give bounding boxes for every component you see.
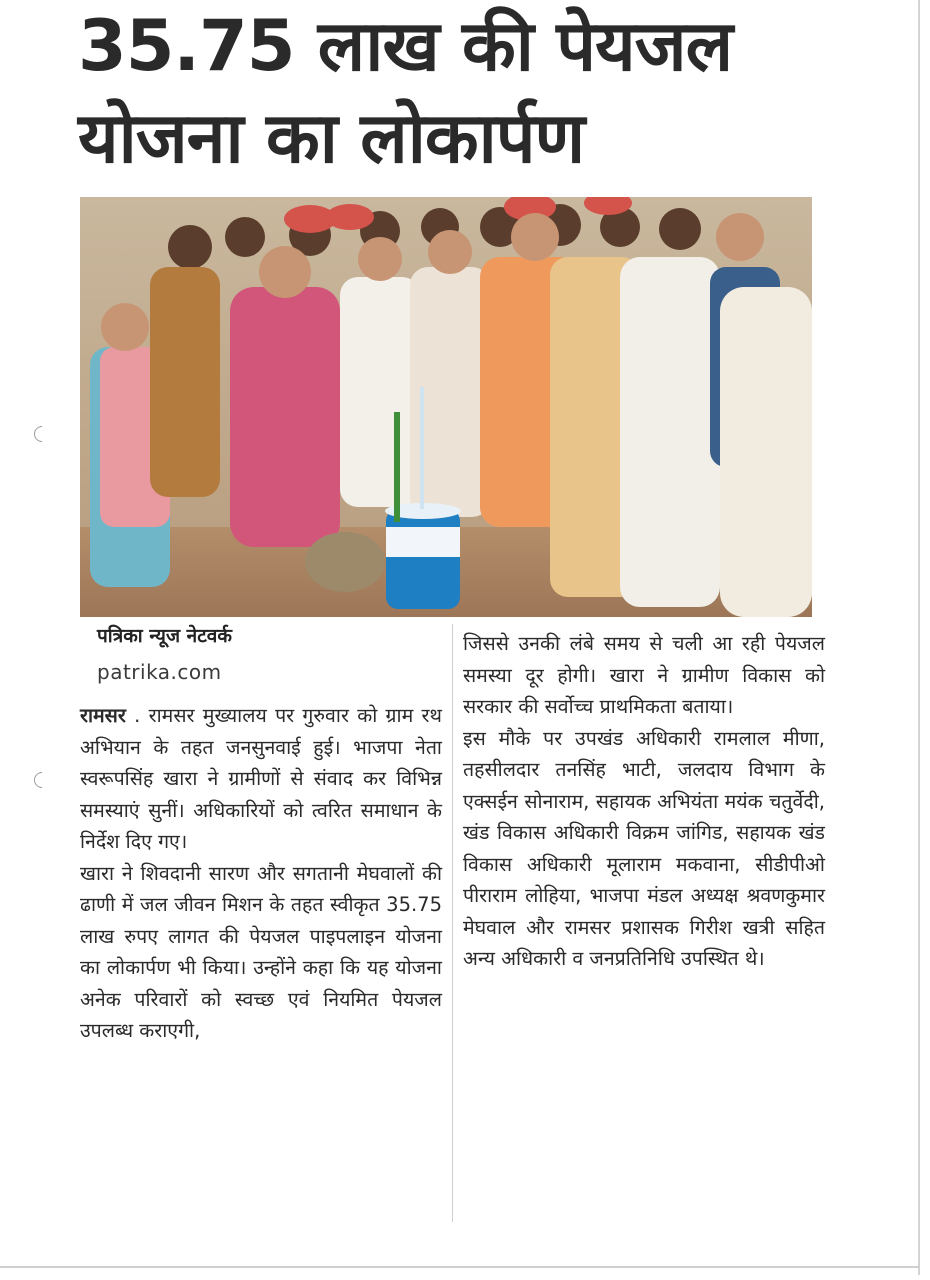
article-column-left	[80, 700, 442, 1047]
dateline: रामसर	[80, 704, 126, 727]
column-divider	[452, 624, 453, 1222]
website: patrika.com	[97, 660, 222, 684]
headline-line-1: 35.75 लाख की पेयजल	[78, 5, 733, 87]
paragraph: खारा ने शिवदानी सारण और सगतानी मेघवालों की ढाणी में जल जीवन मिशन के तहत स्वीकृत 35.75 लाख रुपए लागत की पेयजल पाइपलाइन योजना का लोकार्पण भी किया। उन्होंने कहा कि यह योजना अनेक परिवारों को स्वच्छ एवं नियमित पेयजल उपलब्ध कराएगी,	[80, 861, 442, 1042]
byline: पत्रिका न्यूज नेटवर्क	[97, 625, 232, 647]
punch-hole-mark	[31, 423, 54, 446]
punch-hole-mark	[31, 769, 54, 792]
scan-edge-right	[918, 0, 920, 1275]
scan-edge-bottom	[0, 1266, 920, 1268]
paragraph: जिससे उनकी लंबे समय से चली आ रही पेयजल समस्या दूर होगी। खारा ने ग्रामीण विकास को सरकार की सर्वोच्च प्राथमिकता बताया।	[463, 632, 825, 718]
headline-line-2: योजना का लोकार्पण	[78, 97, 585, 179]
paragraph: इस मौके पर उपखंड अधिकारी रामलाल मीणा, तहसीलदार तनसिंह भाटी, जलदाय विभाग के एक्सईन सोनाराम, सहायक अभियंता मयंक चतुर्वेदी, खंड विकास अधिकारी विक्रम जांगिड, सहायक खंड विकास अधिकारी मूलाराम मकवाना, सीडीपीओ पीराराम लोहिया, भाजपा मंडल अध्यक्ष श्रवणकुमार मेघवाल और रामसर प्रशासक गिरीश खत्री सहित अन्य अधिकारी व जनप्रतिनिधि उपस्थित थे।	[463, 726, 825, 970]
headline	[78, 0, 838, 184]
news-photo-illustration	[80, 197, 812, 617]
paragraph	[80, 700, 442, 858]
paragraph-text: . रामसर मुख्यालय पर गुरुवार को ग्राम रथ अभियान के तहत जनसुनवाई हुई। भाजपा नेता स्वरूपसिंह खारा ने ग्रामीणों से संवाद कर विभिन्न समस्याएं सुनीं। अधिकारियों को त्वरित समाधान के निर्देश दिए गए।	[80, 704, 442, 853]
article-column-right	[463, 628, 825, 975]
news-photo	[80, 197, 812, 617]
